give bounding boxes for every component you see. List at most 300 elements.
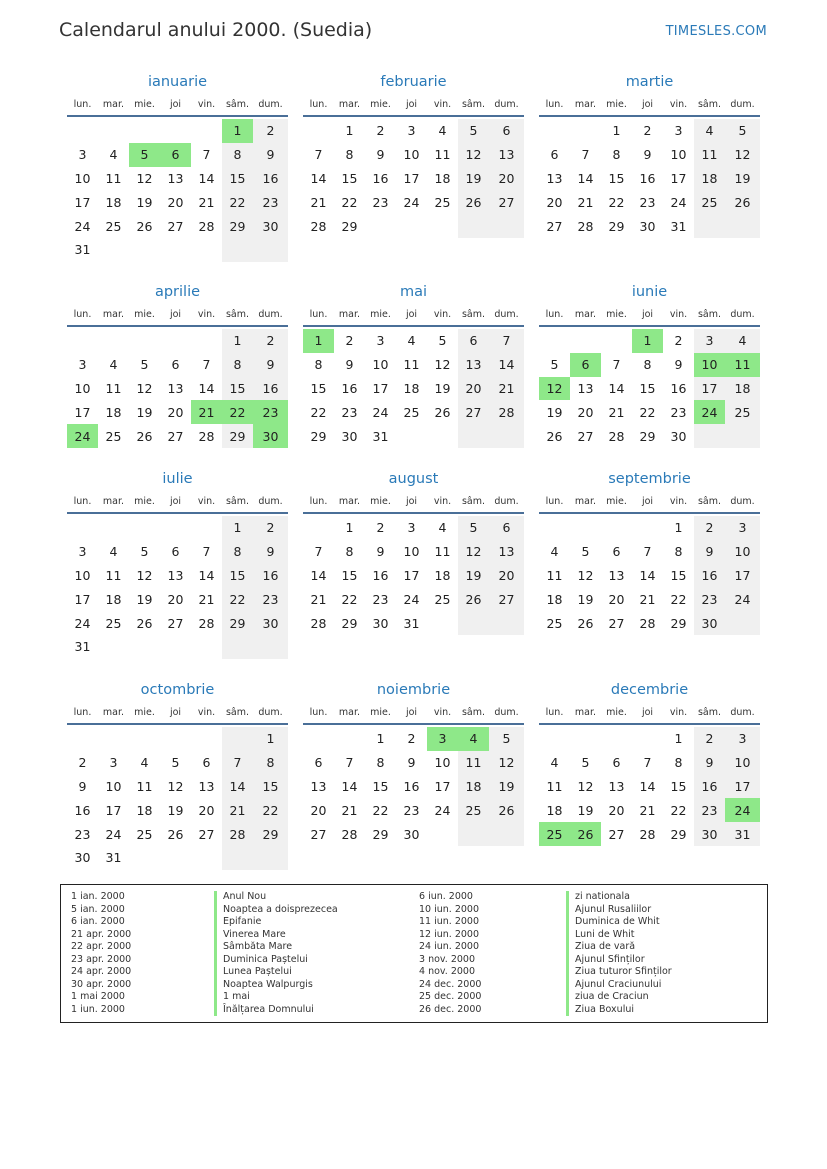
day-cell[interactable]: 6 xyxy=(550,147,559,163)
day-cell[interactable]: 20 xyxy=(167,194,184,210)
day-cell[interactable]: 11 xyxy=(434,147,451,163)
day-cell[interactable]: 8 xyxy=(612,147,621,163)
day-cell[interactable]: 2 xyxy=(643,123,652,139)
day-cell[interactable]: 4 xyxy=(109,357,118,373)
day-cell[interactable]: 6 xyxy=(458,329,489,353)
day-cell[interactable]: 25 xyxy=(458,798,489,822)
day-cell[interactable]: 18 xyxy=(105,194,122,210)
day-cell[interactable]: 30 xyxy=(403,826,420,842)
day-cell[interactable]: 17 xyxy=(105,802,122,818)
day-cell[interactable]: 23 xyxy=(253,587,288,611)
day-cell[interactable]: 28 xyxy=(198,428,215,444)
day-cell[interactable]: 7 xyxy=(489,329,524,353)
holiday-day-cell[interactable]: 4 xyxy=(458,727,489,751)
day-cell[interactable]: 9 xyxy=(643,147,652,163)
day-cell[interactable]: 19 xyxy=(577,591,594,607)
day-cell[interactable]: 5 xyxy=(140,357,149,373)
day-cell[interactable]: 14 xyxy=(310,567,327,583)
day-cell[interactable]: 18 xyxy=(458,775,489,799)
day-cell[interactable]: 30 xyxy=(694,611,725,635)
day-cell[interactable]: 19 xyxy=(489,775,524,799)
day-cell[interactable]: 16 xyxy=(694,564,725,588)
day-cell[interactable]: 13 xyxy=(577,380,594,396)
day-cell[interactable]: 12 xyxy=(577,778,594,794)
day-cell[interactable]: 29 xyxy=(341,218,358,234)
day-cell[interactable]: 18 xyxy=(136,802,153,818)
day-cell[interactable]: 9 xyxy=(253,540,288,564)
day-cell[interactable]: 15 xyxy=(341,170,358,186)
day-cell[interactable]: 31 xyxy=(725,822,760,846)
day-cell[interactable]: 7 xyxy=(643,544,652,560)
day-cell[interactable]: 12 xyxy=(458,143,489,167)
day-cell[interactable]: 15 xyxy=(372,778,389,794)
day-cell[interactable]: 10 xyxy=(403,147,420,163)
day-cell[interactable]: 15 xyxy=(222,167,253,191)
day-cell[interactable]: 17 xyxy=(74,194,91,210)
day-cell[interactable]: 29 xyxy=(670,615,687,631)
day-cell[interactable]: 18 xyxy=(434,170,451,186)
holiday-day-cell[interactable]: 6 xyxy=(160,143,191,167)
day-cell[interactable]: 5 xyxy=(581,544,590,560)
holiday-day-cell[interactable]: 26 xyxy=(570,822,601,846)
day-cell[interactable]: 5 xyxy=(581,755,590,771)
day-cell[interactable]: 7 xyxy=(643,755,652,771)
day-cell[interactable]: 29 xyxy=(372,826,389,842)
day-cell[interactable]: 23 xyxy=(670,404,687,420)
day-cell[interactable]: 30 xyxy=(253,214,288,238)
day-cell[interactable]: 13 xyxy=(608,567,625,583)
day-cell[interactable]: 30 xyxy=(341,428,358,444)
day-cell[interactable]: 25 xyxy=(434,194,451,210)
day-cell[interactable]: 24 xyxy=(403,194,420,210)
day-cell[interactable]: 8 xyxy=(376,755,385,771)
day-cell[interactable]: 7 xyxy=(202,147,211,163)
day-cell[interactable]: 21 xyxy=(310,194,327,210)
day-cell[interactable]: 13 xyxy=(608,778,625,794)
day-cell[interactable]: 4 xyxy=(725,329,760,353)
day-cell[interactable]: 8 xyxy=(222,143,253,167)
day-cell[interactable]: 24 xyxy=(105,826,122,842)
holiday-day-cell[interactable]: 24 xyxy=(725,798,760,822)
day-cell[interactable]: 2 xyxy=(407,731,416,747)
day-cell[interactable]: 2 xyxy=(253,329,288,353)
day-cell[interactable]: 11 xyxy=(694,143,725,167)
day-cell[interactable]: 9 xyxy=(345,357,354,373)
day-cell[interactable]: 22 xyxy=(222,190,253,214)
day-cell[interactable]: 9 xyxy=(694,540,725,564)
day-cell[interactable]: 26 xyxy=(434,404,451,420)
day-cell[interactable]: 17 xyxy=(74,404,91,420)
holiday-day-cell[interactable]: 5 xyxy=(129,143,160,167)
day-cell[interactable]: 17 xyxy=(403,170,420,186)
day-cell[interactable]: 18 xyxy=(105,404,122,420)
day-cell[interactable]: 11 xyxy=(403,357,420,373)
day-cell[interactable]: 29 xyxy=(310,428,327,444)
day-cell[interactable]: 20 xyxy=(489,564,524,588)
day-cell[interactable]: 19 xyxy=(725,167,760,191)
day-cell[interactable]: 13 xyxy=(489,540,524,564)
day-cell[interactable]: 17 xyxy=(372,380,389,396)
day-cell[interactable]: 13 xyxy=(167,170,184,186)
day-cell[interactable]: 8 xyxy=(253,751,288,775)
day-cell[interactable]: 12 xyxy=(577,567,594,583)
day-cell[interactable]: 2 xyxy=(674,333,683,349)
day-cell[interactable]: 13 xyxy=(310,778,327,794)
day-cell[interactable]: 20 xyxy=(577,404,594,420)
day-cell[interactable]: 22 xyxy=(310,404,327,420)
day-cell[interactable]: 3 xyxy=(376,333,385,349)
day-cell[interactable]: 23 xyxy=(253,190,288,214)
day-cell[interactable]: 25 xyxy=(105,615,122,631)
day-cell[interactable]: 9 xyxy=(376,544,385,560)
day-cell[interactable]: 10 xyxy=(725,751,760,775)
day-cell[interactable]: 27 xyxy=(310,826,327,842)
day-cell[interactable]: 29 xyxy=(253,822,288,846)
day-cell[interactable]: 29 xyxy=(222,611,253,635)
day-cell[interactable]: 17 xyxy=(403,567,420,583)
day-cell[interactable]: 10 xyxy=(74,380,91,396)
day-cell[interactable]: 18 xyxy=(546,802,563,818)
day-cell[interactable]: 10 xyxy=(105,778,122,794)
day-cell[interactable]: 16 xyxy=(253,564,288,588)
day-cell[interactable]: 2 xyxy=(78,755,87,771)
day-cell[interactable]: 16 xyxy=(670,380,687,396)
day-cell[interactable]: 20 xyxy=(198,802,215,818)
day-cell[interactable]: 18 xyxy=(434,567,451,583)
day-cell[interactable]: 30 xyxy=(253,611,288,635)
day-cell[interactable]: 2 xyxy=(376,520,385,536)
day-cell[interactable]: 20 xyxy=(608,591,625,607)
day-cell[interactable]: 14 xyxy=(608,380,625,396)
day-cell[interactable]: 26 xyxy=(136,218,153,234)
day-cell[interactable]: 5 xyxy=(438,333,447,349)
day-cell[interactable]: 1 xyxy=(674,731,683,747)
day-cell[interactable]: 8 xyxy=(674,755,683,771)
day-cell[interactable]: 16 xyxy=(253,377,288,401)
holiday-day-cell[interactable]: 11 xyxy=(725,353,760,377)
day-cell[interactable]: 30 xyxy=(372,615,389,631)
day-cell[interactable]: 22 xyxy=(670,591,687,607)
day-cell[interactable]: 27 xyxy=(489,587,524,611)
day-cell[interactable]: 3 xyxy=(109,755,118,771)
day-cell[interactable]: 23 xyxy=(74,826,91,842)
day-cell[interactable]: 3 xyxy=(694,329,725,353)
day-cell[interactable]: 30 xyxy=(694,822,725,846)
day-cell[interactable]: 5 xyxy=(458,516,489,540)
day-cell[interactable]: 23 xyxy=(694,798,725,822)
day-cell[interactable]: 22 xyxy=(222,587,253,611)
day-cell[interactable]: 16 xyxy=(639,170,656,186)
day-cell[interactable]: 2 xyxy=(345,333,354,349)
day-cell[interactable]: 24 xyxy=(670,194,687,210)
day-cell[interactable]: 15 xyxy=(639,380,656,396)
day-cell[interactable]: 14 xyxy=(577,170,594,186)
day-cell[interactable]: 4 xyxy=(140,755,149,771)
day-cell[interactable]: 12 xyxy=(136,170,153,186)
day-cell[interactable]: 27 xyxy=(458,400,489,424)
day-cell[interactable]: 11 xyxy=(105,380,122,396)
day-cell[interactable]: 19 xyxy=(546,404,563,420)
day-cell[interactable]: 15 xyxy=(670,567,687,583)
day-cell[interactable]: 7 xyxy=(202,357,211,373)
day-cell[interactable]: 5 xyxy=(458,119,489,143)
day-cell[interactable]: 27 xyxy=(577,428,594,444)
day-cell[interactable]: 28 xyxy=(608,428,625,444)
day-cell[interactable]: 17 xyxy=(725,564,760,588)
day-cell[interactable]: 15 xyxy=(608,170,625,186)
day-cell[interactable]: 12 xyxy=(136,567,153,583)
day-cell[interactable]: 15 xyxy=(222,377,253,401)
day-cell[interactable]: 9 xyxy=(674,357,683,373)
holiday-day-cell[interactable]: 30 xyxy=(253,424,288,448)
day-cell[interactable]: 13 xyxy=(167,380,184,396)
day-cell[interactable]: 13 xyxy=(198,778,215,794)
day-cell[interactable]: 3 xyxy=(78,147,87,163)
day-cell[interactable]: 13 xyxy=(546,170,563,186)
day-cell[interactable]: 20 xyxy=(608,802,625,818)
day-cell[interactable]: 29 xyxy=(639,428,656,444)
day-cell[interactable]: 24 xyxy=(372,404,389,420)
day-cell[interactable]: 19 xyxy=(136,404,153,420)
day-cell[interactable]: 29 xyxy=(341,615,358,631)
day-cell[interactable]: 18 xyxy=(725,377,760,401)
day-cell[interactable]: 5 xyxy=(725,119,760,143)
day-cell[interactable]: 1 xyxy=(222,516,253,540)
holiday-day-cell[interactable]: 12 xyxy=(539,377,570,401)
day-cell[interactable]: 25 xyxy=(694,190,725,214)
day-cell[interactable]: 21 xyxy=(489,377,524,401)
day-cell[interactable]: 27 xyxy=(198,826,215,842)
day-cell[interactable]: 23 xyxy=(639,194,656,210)
day-cell[interactable]: 14 xyxy=(198,567,215,583)
day-cell[interactable]: 16 xyxy=(694,775,725,799)
day-cell[interactable]: 20 xyxy=(458,377,489,401)
day-cell[interactable]: 19 xyxy=(434,380,451,396)
day-cell[interactable]: 28 xyxy=(639,615,656,631)
day-cell[interactable]: 9 xyxy=(694,751,725,775)
day-cell[interactable]: 21 xyxy=(341,802,358,818)
day-cell[interactable]: 3 xyxy=(407,520,416,536)
day-cell[interactable]: 20 xyxy=(489,167,524,191)
day-cell[interactable]: 24 xyxy=(74,615,91,631)
day-cell[interactable]: 10 xyxy=(372,357,389,373)
day-cell[interactable]: 4 xyxy=(438,123,447,139)
day-cell[interactable]: 4 xyxy=(438,520,447,536)
day-cell[interactable]: 7 xyxy=(314,147,323,163)
day-cell[interactable]: 9 xyxy=(78,778,87,794)
day-cell[interactable]: 28 xyxy=(577,218,594,234)
day-cell[interactable]: 16 xyxy=(341,380,358,396)
day-cell[interactable]: 8 xyxy=(345,544,354,560)
day-cell[interactable]: 23 xyxy=(403,802,420,818)
day-cell[interactable]: 2 xyxy=(376,123,385,139)
day-cell[interactable]: 20 xyxy=(310,802,327,818)
day-cell[interactable]: 15 xyxy=(253,775,288,799)
holiday-day-cell[interactable]: 24 xyxy=(67,424,98,448)
day-cell[interactable]: 22 xyxy=(253,798,288,822)
day-cell[interactable]: 11 xyxy=(546,567,563,583)
day-cell[interactable]: 7 xyxy=(581,147,590,163)
day-cell[interactable]: 31 xyxy=(105,850,122,866)
holiday-day-cell[interactable]: 10 xyxy=(694,353,725,377)
day-cell[interactable]: 4 xyxy=(407,333,416,349)
day-cell[interactable]: 6 xyxy=(314,755,323,771)
day-cell[interactable]: 21 xyxy=(222,798,253,822)
day-cell[interactable]: 16 xyxy=(253,167,288,191)
day-cell[interactable]: 31 xyxy=(670,218,687,234)
day-cell[interactable]: 4 xyxy=(694,119,725,143)
day-cell[interactable]: 7 xyxy=(612,357,621,373)
day-cell[interactable]: 8 xyxy=(674,544,683,560)
day-cell[interactable]: 28 xyxy=(489,400,524,424)
day-cell[interactable]: 4 xyxy=(109,147,118,163)
day-cell[interactable]: 8 xyxy=(643,357,652,373)
day-cell[interactable]: 10 xyxy=(670,147,687,163)
day-cell[interactable]: 25 xyxy=(105,218,122,234)
day-cell[interactable]: 26 xyxy=(167,826,184,842)
day-cell[interactable]: 26 xyxy=(458,587,489,611)
day-cell[interactable]: 14 xyxy=(222,775,253,799)
day-cell[interactable]: 9 xyxy=(376,147,385,163)
day-cell[interactable]: 7 xyxy=(314,544,323,560)
day-cell[interactable]: 4 xyxy=(109,544,118,560)
day-cell[interactable]: 6 xyxy=(171,544,180,560)
day-cell[interactable]: 5 xyxy=(140,544,149,560)
day-cell[interactable]: 2 xyxy=(253,516,288,540)
day-cell[interactable]: 12 xyxy=(489,751,524,775)
day-cell[interactable]: 21 xyxy=(198,591,215,607)
day-cell[interactable]: 7 xyxy=(202,544,211,560)
day-cell[interactable]: 16 xyxy=(372,567,389,583)
holiday-day-cell[interactable]: 23 xyxy=(253,400,288,424)
day-cell[interactable]: 14 xyxy=(639,778,656,794)
day-cell[interactable]: 1 xyxy=(222,329,253,353)
day-cell[interactable]: 8 xyxy=(222,353,253,377)
day-cell[interactable]: 30 xyxy=(639,218,656,234)
day-cell[interactable]: 21 xyxy=(639,591,656,607)
holiday-day-cell[interactable]: 22 xyxy=(222,400,253,424)
day-cell[interactable]: 22 xyxy=(639,404,656,420)
day-cell[interactable]: 26 xyxy=(489,798,524,822)
day-cell[interactable]: 9 xyxy=(253,353,288,377)
day-cell[interactable]: 14 xyxy=(310,170,327,186)
day-cell[interactable]: 18 xyxy=(403,380,420,396)
day-cell[interactable]: 12 xyxy=(458,540,489,564)
day-cell[interactable]: 28 xyxy=(198,218,215,234)
day-cell[interactable]: 23 xyxy=(372,591,389,607)
day-cell[interactable]: 25 xyxy=(434,591,451,607)
day-cell[interactable]: 21 xyxy=(608,404,625,420)
day-cell[interactable]: 1 xyxy=(376,731,385,747)
day-cell[interactable]: 23 xyxy=(694,587,725,611)
day-cell[interactable]: 24 xyxy=(403,591,420,607)
day-cell[interactable]: 1 xyxy=(345,123,354,139)
day-cell[interactable]: 27 xyxy=(608,826,625,842)
day-cell[interactable]: 27 xyxy=(546,218,563,234)
day-cell[interactable]: 29 xyxy=(222,424,253,448)
day-cell[interactable]: 11 xyxy=(105,170,122,186)
day-cell[interactable]: 24 xyxy=(725,587,760,611)
day-cell[interactable]: 2 xyxy=(694,516,725,540)
day-cell[interactable]: 27 xyxy=(167,615,184,631)
day-cell[interactable]: 14 xyxy=(639,567,656,583)
day-cell[interactable]: 25 xyxy=(136,826,153,842)
day-cell[interactable]: 6 xyxy=(171,357,180,373)
day-cell[interactable]: 5 xyxy=(550,357,559,373)
day-cell[interactable]: 17 xyxy=(694,377,725,401)
day-cell[interactable]: 18 xyxy=(694,167,725,191)
day-cell[interactable]: 16 xyxy=(372,170,389,186)
holiday-day-cell[interactable]: 25 xyxy=(539,822,570,846)
day-cell[interactable]: 30 xyxy=(74,850,91,866)
day-cell[interactable]: 6 xyxy=(612,755,621,771)
day-cell[interactable]: 27 xyxy=(167,428,184,444)
day-cell[interactable]: 12 xyxy=(136,380,153,396)
day-cell[interactable]: 22 xyxy=(341,194,358,210)
day-cell[interactable]: 15 xyxy=(222,564,253,588)
day-cell[interactable]: 3 xyxy=(725,727,760,751)
day-cell[interactable]: 20 xyxy=(167,404,184,420)
day-cell[interactable]: 28 xyxy=(222,822,253,846)
day-cell[interactable]: 14 xyxy=(198,170,215,186)
day-cell[interactable]: 11 xyxy=(136,778,153,794)
day-cell[interactable]: 1 xyxy=(612,123,621,139)
day-cell[interactable]: 31 xyxy=(74,242,91,258)
day-cell[interactable]: 22 xyxy=(341,591,358,607)
day-cell[interactable]: 19 xyxy=(136,194,153,210)
day-cell[interactable]: 31 xyxy=(403,615,420,631)
day-cell[interactable]: 26 xyxy=(725,190,760,214)
day-cell[interactable]: 19 xyxy=(167,802,184,818)
day-cell[interactable]: 26 xyxy=(458,190,489,214)
day-cell[interactable]: 8 xyxy=(314,357,323,373)
holiday-day-cell[interactable]: 1 xyxy=(303,329,334,353)
day-cell[interactable]: 16 xyxy=(403,778,420,794)
day-cell[interactable]: 18 xyxy=(105,591,122,607)
day-cell[interactable]: 6 xyxy=(612,544,621,560)
day-cell[interactable]: 3 xyxy=(78,544,87,560)
day-cell[interactable]: 24 xyxy=(74,218,91,234)
day-cell[interactable]: 24 xyxy=(434,802,451,818)
day-cell[interactable]: 9 xyxy=(253,143,288,167)
day-cell[interactable]: 13 xyxy=(489,143,524,167)
day-cell[interactable]: 17 xyxy=(725,775,760,799)
day-cell[interactable]: 23 xyxy=(341,404,358,420)
day-cell[interactable]: 28 xyxy=(310,615,327,631)
holiday-day-cell[interactable]: 1 xyxy=(222,119,253,143)
day-cell[interactable]: 19 xyxy=(458,167,489,191)
day-cell[interactable]: 8 xyxy=(345,147,354,163)
day-cell[interactable]: 27 xyxy=(489,190,524,214)
day-cell[interactable]: 17 xyxy=(74,591,91,607)
day-cell[interactable]: 10 xyxy=(725,540,760,564)
day-cell[interactable]: 26 xyxy=(546,428,563,444)
day-cell[interactable]: 14 xyxy=(198,380,215,396)
day-cell[interactable]: 9 xyxy=(407,755,416,771)
day-cell[interactable]: 3 xyxy=(674,123,683,139)
day-cell[interactable]: 1 xyxy=(345,520,354,536)
day-cell[interactable]: 25 xyxy=(546,615,563,631)
day-cell[interactable]: 19 xyxy=(577,802,594,818)
day-cell[interactable]: 11 xyxy=(458,751,489,775)
day-cell[interactable]: 6 xyxy=(489,119,524,143)
day-cell[interactable]: 31 xyxy=(74,639,91,655)
day-cell[interactable]: 28 xyxy=(310,218,327,234)
day-cell[interactable]: 28 xyxy=(198,615,215,631)
holiday-day-cell[interactable]: 1 xyxy=(632,329,663,353)
day-cell[interactable]: 21 xyxy=(577,194,594,210)
day-cell[interactable]: 12 xyxy=(725,143,760,167)
